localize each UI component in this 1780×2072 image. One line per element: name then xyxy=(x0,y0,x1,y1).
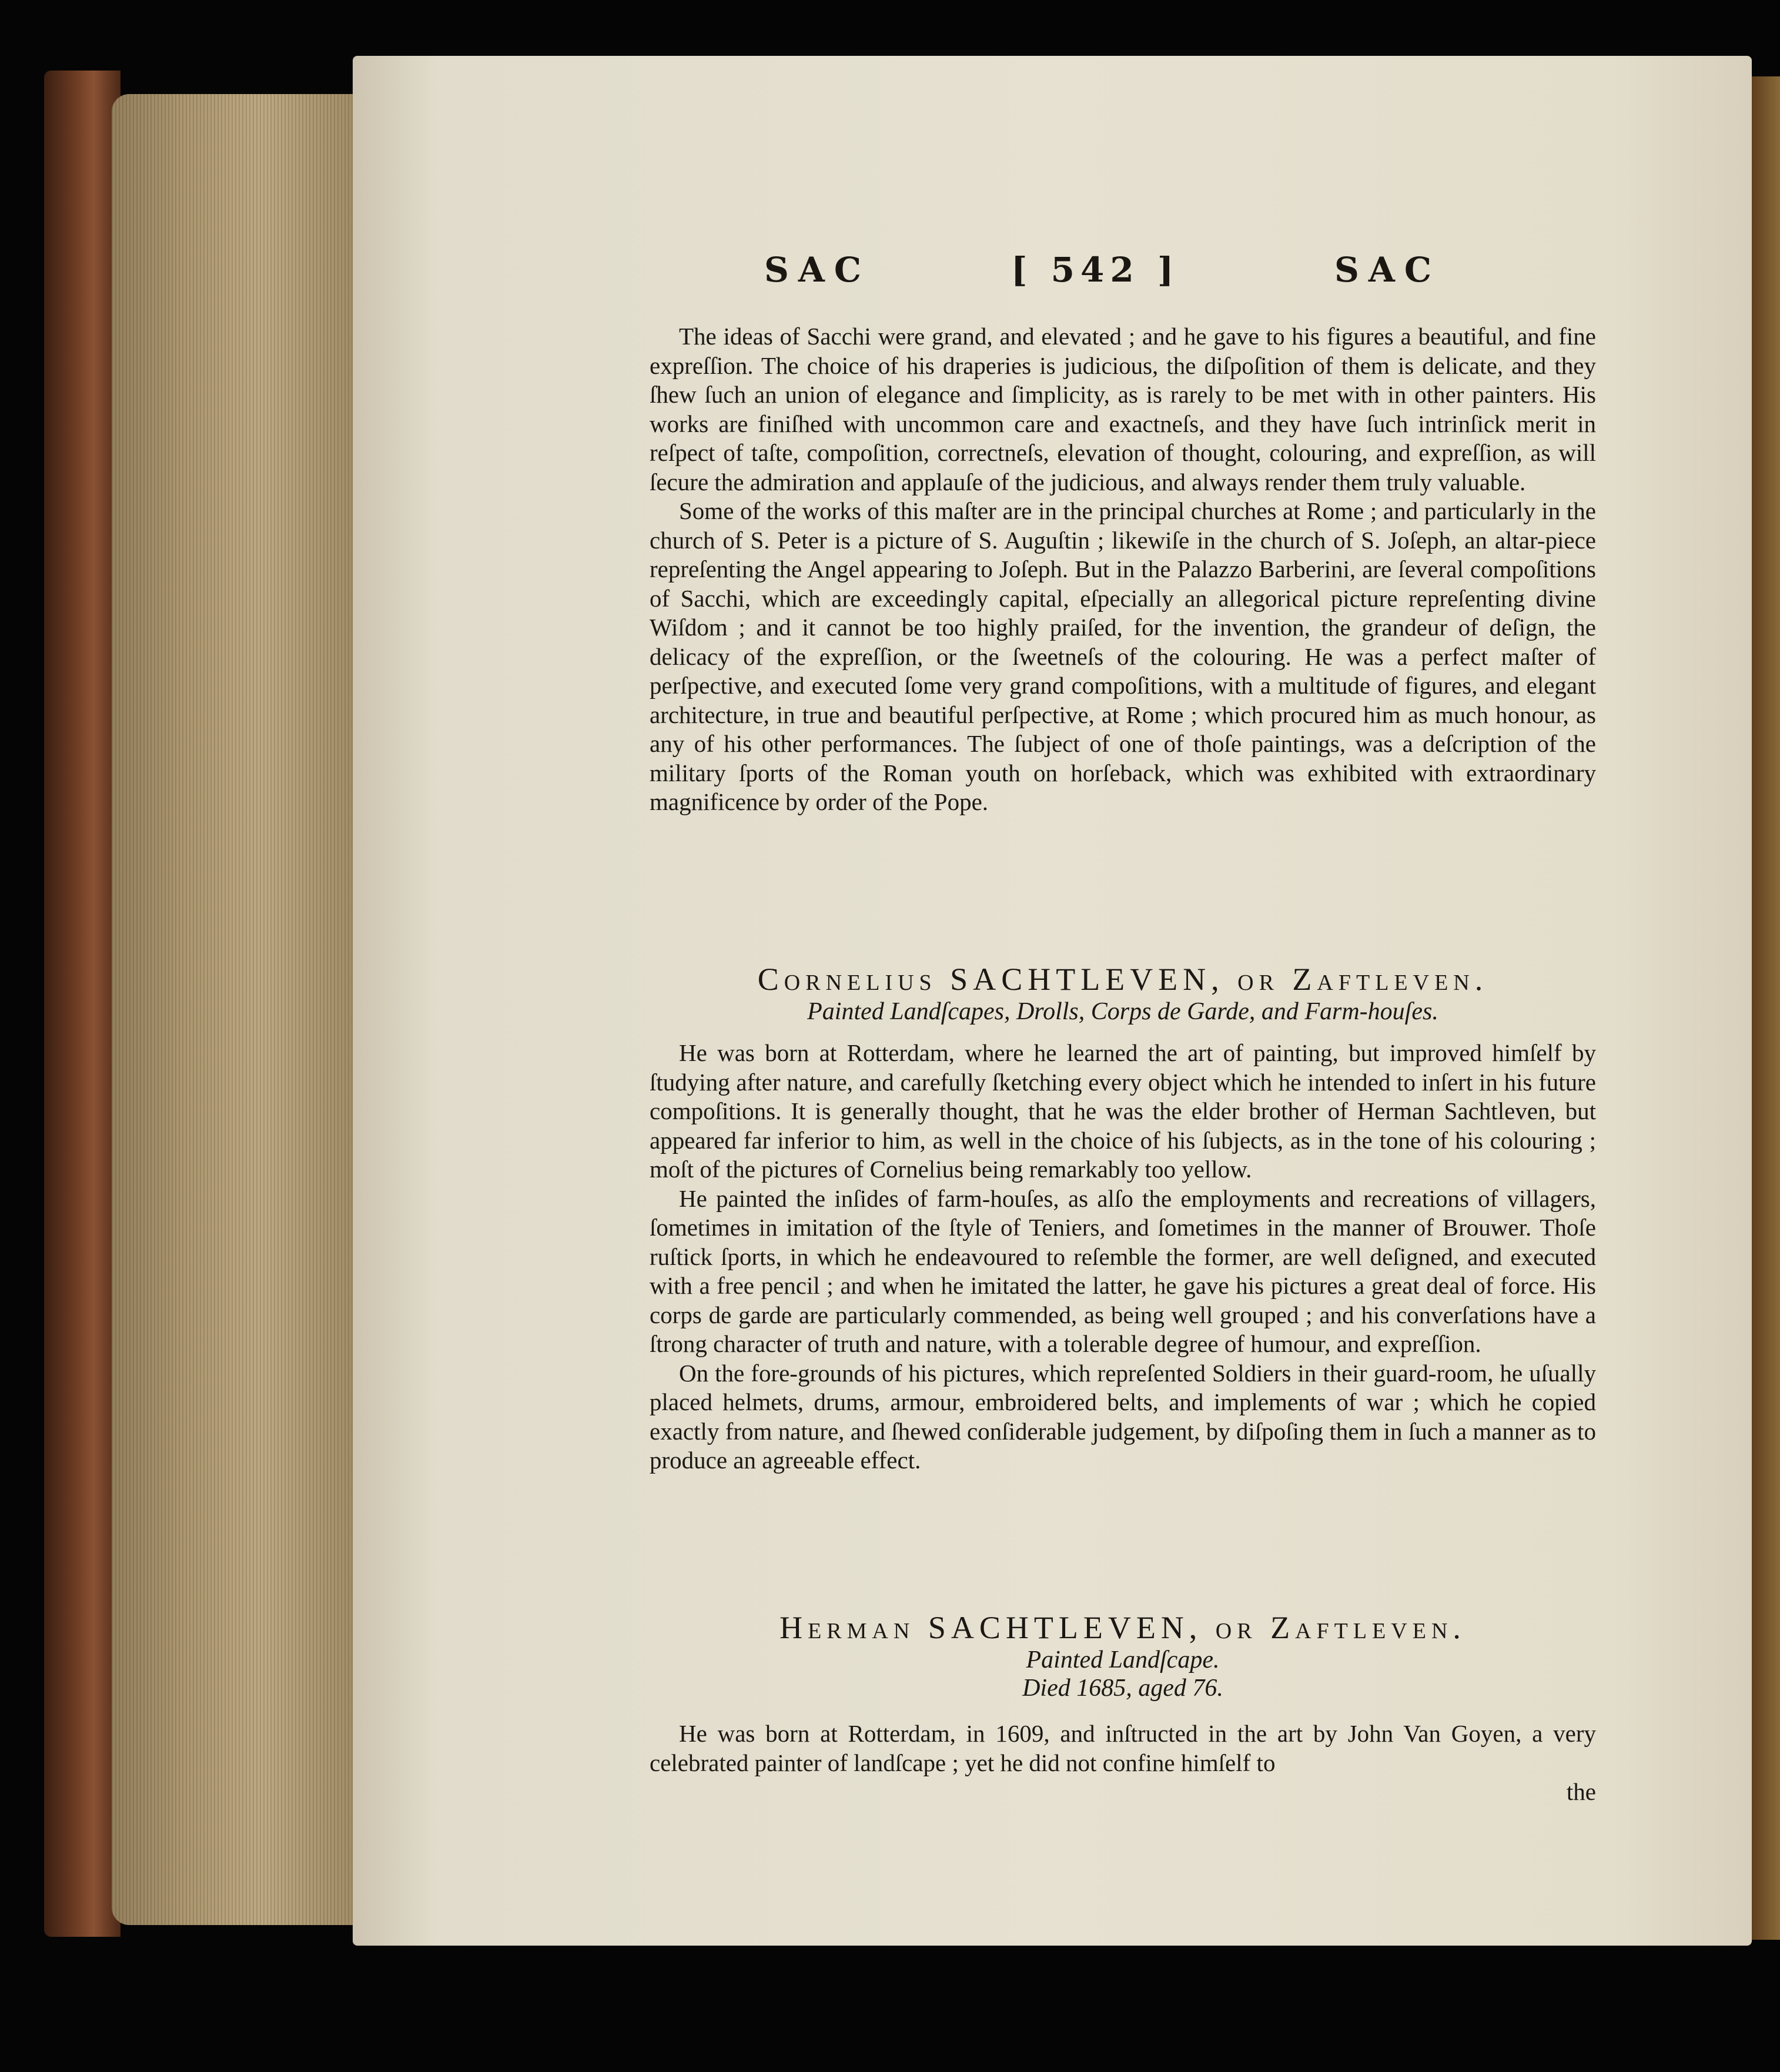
catchword: the xyxy=(1566,1778,1596,1805)
entry-heading-cornelius xyxy=(650,961,1596,1026)
herman-text xyxy=(650,1719,1596,1807)
paragraph: The ideas of Sacchi were grand, and elevated ; and he gave to his figures a beautiful, and fine expreſſion. The choice of his draperies is judicious, the diſpoſition of them is delicate, and they ſhew ſuch an union of elegance and ſimplicity, as is rarely to be met with in other painters. His works are finiſhed with uncommon care and exactneſs, and they have ſuch intrinſick merit in reſpect of taſte, compoſition, correctneſs, elevation of thought, colouring, and expreſſion, as will ſecure the admiration and applauſe of the judicious, and always render them truly valuable. xyxy=(650,323,1596,496)
running-head xyxy=(764,250,1458,297)
artist-subtitle: Painted Landſcapes, Drolls, Corps de Garde, and Farm-houſes. xyxy=(807,998,1438,1025)
book-cover-right xyxy=(1749,76,1780,1940)
entry-heading-herman xyxy=(650,1609,1596,1702)
running-head-left: SAC xyxy=(764,250,871,290)
artist-name: Herman SACHTLEVEN, or Zaftleven. xyxy=(779,1610,1466,1645)
artist-died: Died 1685, aged 76. xyxy=(1022,1675,1223,1702)
running-head-right: SAC xyxy=(1334,250,1441,290)
page-number: [ 542 ] xyxy=(1011,250,1180,290)
intro-text xyxy=(650,322,1596,817)
paragraph: He was born at Rotterdam, in 1609, and inſtructed in the art by John Van Goyen, a very celebrated painter of landſcape ; yet he did not confine himſelf to xyxy=(650,1720,1596,1776)
paragraph: He was born at Rotterdam, where he learned the art of painting, but improved himſelf by ſtudying after nature, and carefully ſketching every object which he intended to inſert in his future compoſitions. It is generally thought, that he was the elder brother of Herman Sachtleven, but appeared far inferior to him, as well in the choice of his ſubjects, as in the tone of his colouring ; moſt of the pictures of Cornelius being remarkably too yellow. xyxy=(650,1039,1596,1183)
artist-subtitle: Painted Landſcape. xyxy=(1026,1646,1220,1673)
page-edges xyxy=(112,94,364,1925)
cornelius-text xyxy=(650,1039,1596,1475)
paragraph: Some of the works of this maſter are in the principal churches at Rome ; and particularly in the church of S. Peter is a picture of S. Auguſtin ; likewiſe in the church of S. Joſeph, an altar-piece repreſenting the Angel appearing to Joſeph. But in the Palazzo Barberini, are ſeveral compoſitions of Sacchi, which are exceedingly capital, eſpecially an allegorical picture repreſenting divine Wiſdom ; and it cannot be too highly praiſed, for the invention, the grandeur of deſign, the delicacy of the expreſſion, or the ſweetneſs of the colouring. He was a perfect maſter of perſpective, and executed ſome very grand compoſitions, with a multitude of figures, and elegant architecture, in true and beautiful perſpective, at Rome ; which procured him as much honour, as any of his other performances. The ſubject of one of thoſe paintings, was a deſcription of the military ſports of the Roman youth on horſeback, which was exhibited with extraordinary magnificence by order of the Pope. xyxy=(650,497,1596,815)
paragraph: He painted the inſides of farm-houſes, as alſo the employments and recreations of villagers, ſometimes in imitation of the ſtyle of Teniers, and ſometimes in the manner of Brouwer. Thoſe ruſtick ſports, in which he endeavoured to reſemble the former, are well deſigned, and executed with a free pencil ; and when he imitated the latter, he gave his pictures a great deal of force. His corps de garde are particularly commended, as being well grouped ; and his converſations have a ſtrong character of truth and nature, with a tolerable degree of humour, and expreſſion. xyxy=(650,1184,1596,1357)
paragraph: On the fore-grounds of his pictures, which repreſented Soldiers in their guard-room, he uſually placed helmets, drums, armour, embroidered belts, and implements of war ; which he copied exactly from nature, and ſhewed conſiderable judgement, by diſpoſing them in ſuch a manner as to produce an agreeable effect. xyxy=(650,1359,1596,1474)
book-cover-left xyxy=(44,71,121,1937)
artist-name: Cornelius SACHTLEVEN, or Zaftleven. xyxy=(757,962,1488,997)
